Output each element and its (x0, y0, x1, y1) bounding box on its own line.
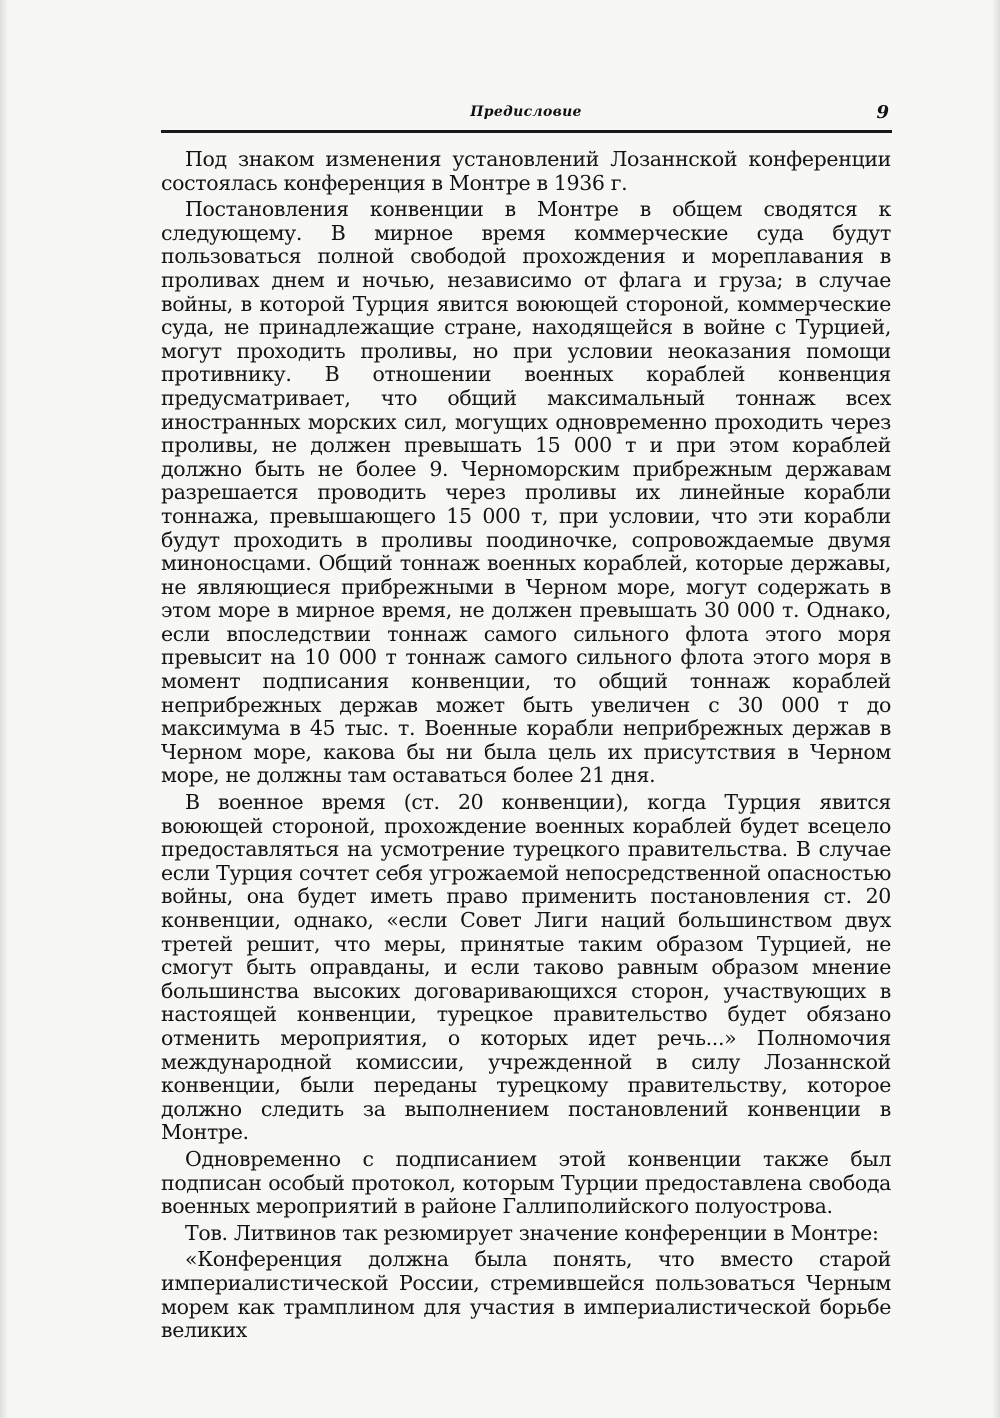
page-right-edge (992, 0, 1000, 1418)
paragraph: Тов. Литвинов так резюмирует значение конференции в Монтре: (185, 1220, 879, 1245)
paragraph: Одновременно с подписанием этой конвенции также был подписан особый протокол, которым Турции предоставлена свобода военных мероприятий в районе Галлиполийского полуострова. (161, 1146, 891, 1219)
paragraph: «Конференция должна была понять, что вместо старой империалистической России, стремившейся пользоваться Черным морем как трамплином для участия в империалистической борьбе великих (161, 1247, 891, 1343)
page-left-edge (0, 0, 8, 1418)
paragraph: Постановления конвенции в Монтре в общем сводятся к следующему. В мирное время коммерческие суда будут пользоваться полной свободой прохождения и мореплавания в проливах днем и ночью, независимо от флага и груза; в случае войны, в которой Турция явится воюющей стороной, коммерческие суда, не принадлежащие стране, находящейся в войне с Турцией, могут проходить проливы, но при условии неоказания помощи противнику. В отношении военных кораблей конвенция предусматривает, что общий максимальный тоннаж всех иностранных морских сил, могущих одновременно проходить через проливы, не должен превышать 15 000 т и при этом кораблей должно быть не более 9. Черноморским прибрежным державам разрешается проводить через проливы их линейные корабли тоннажа, превышающего 15 000 т, при условии, что эти корабли будут проходить в проливы поодиночке, сопровождаемые двумя миноносцами. Общий тоннаж военных кораблей, которые державы, не являющиеся прибрежными в Черном море, могут содержать в этом море в мирное время, не должен превышать 30 000 т. Однако, если впоследствии тоннаж самого сильного флота этого моря превысит на 10 000 т тоннаж самого сильного флота этого моря в момент подписания конвенции, то общий тоннаж кораблей неприбрежных держав может быть увеличен с 30 000 т до максимума в 45 тыс. т. Военные корабли неприбрежных держав в Черном море, какова бы ни была цель их присутствия в Черном море, не должны там оставаться более 21 дня. (161, 197, 891, 788)
running-head: Предисловие (470, 104, 582, 120)
paragraph: В военное время (ст. 20 конвенции), когда Турция явится воюющей стороной, прохождение военных кораблей будет всецело предоставляться на усмотрение турецкого правительства. В случае если Турция сочтет себя угрожаемой непосредственной опасностью войны, она будет иметь право применить постановления ст. 20 конвенции, однако, «если Совет Лиги наций большинством двух третей решит, что меры, принятые таким образом Турцией, не смогут быть оправданы, и если таково равным образом мнение большинства высоких договаривающихся сторон, участвующих в настоящей конвенции, турецкое правительство будет обязано отменить мероприятия, о которых идет речь...» Полномочия международной комиссии, учрежденной в силу Лозаннской конвенции, были переданы турецкому правительству, которое должно следить за выполнением постановлений конвенции в Монтре. (161, 790, 891, 1145)
paragraph: Под знаком изменения установлений Лозаннской конференции состоялась конференция в Монтре в 1936 г. (161, 147, 891, 195)
header-rule (161, 130, 892, 133)
body-text (161, 148, 891, 1343)
page-number: 9 (876, 102, 889, 123)
page-header (161, 104, 891, 130)
